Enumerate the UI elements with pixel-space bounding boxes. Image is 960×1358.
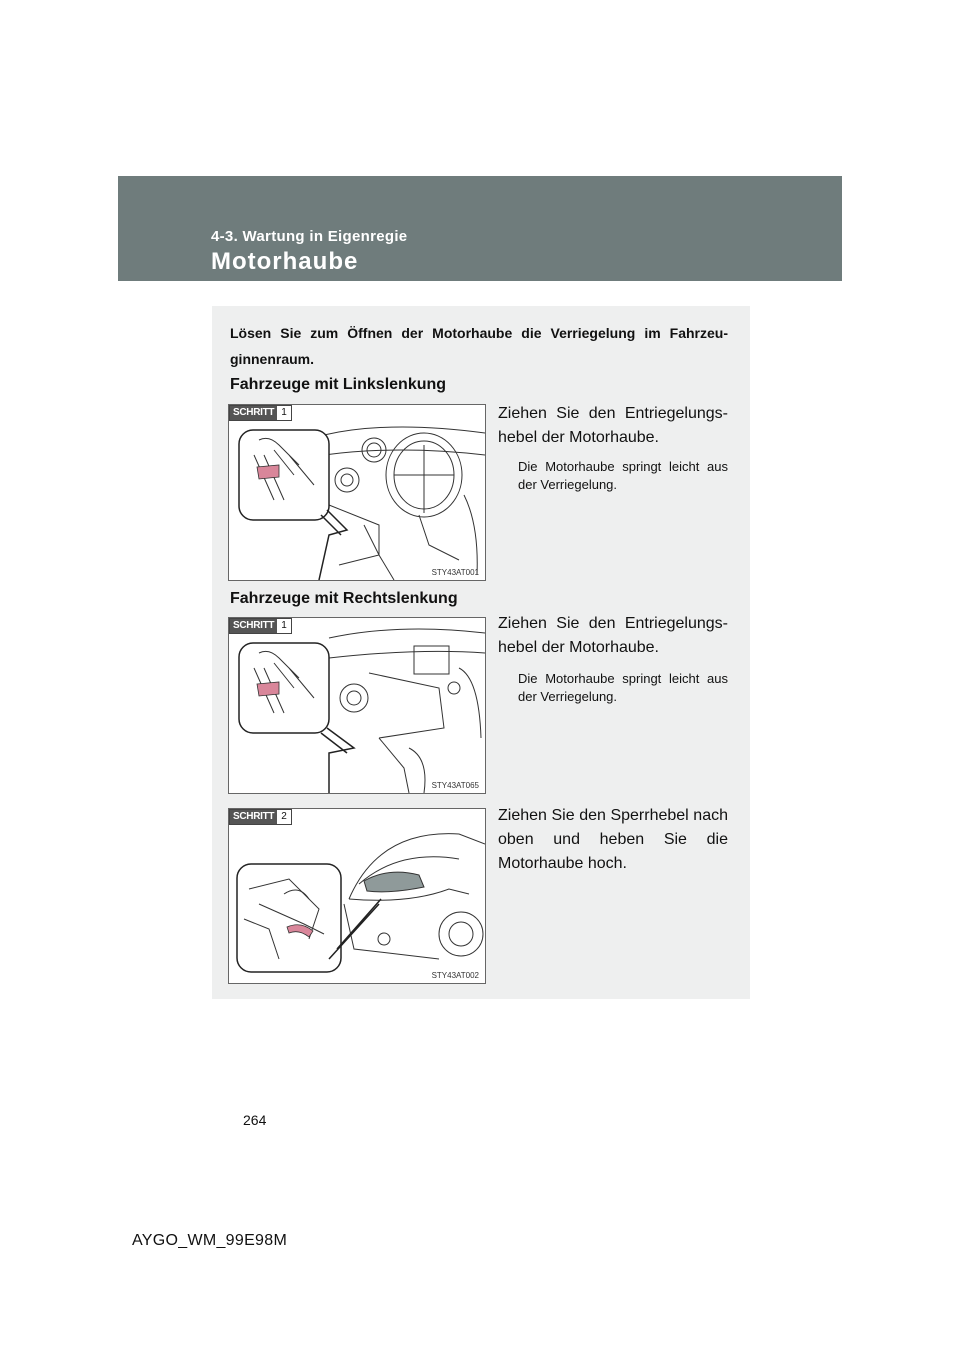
page-number: 264 bbox=[243, 1112, 267, 1128]
intro-text: Lösen Sie zum Öffnen der Motorhaube die Verriegelung im Fahrzeu-ginnenraum. bbox=[230, 325, 728, 367]
dashboard-illustration-lhd bbox=[229, 405, 485, 580]
heading-right-hand-drive: Fahrzeuge mit Rechtslenkung bbox=[230, 590, 458, 607]
note-rhd: Die Motorhaube springt leicht aus der Verriegelung. bbox=[518, 671, 728, 704]
note-lhd: Die Motorhaube springt leicht aus der Verriegelung. bbox=[518, 459, 728, 492]
step-badge: SCHRITT 1 bbox=[229, 618, 292, 634]
page-title: Motorhaube bbox=[211, 248, 359, 275]
image-code: STY43AT065 bbox=[431, 781, 479, 790]
car-hood-illustration bbox=[229, 809, 485, 983]
figure-rhd-release-lever bbox=[228, 617, 486, 794]
image-code: STY43AT002 bbox=[431, 971, 479, 980]
instruction-step2: Ziehen Sie den Sperrhebel nach oben und heben Sie die Motorhaube hoch. bbox=[498, 807, 728, 872]
pull-arrow-icon bbox=[257, 465, 279, 479]
figure-hood-latch bbox=[228, 808, 486, 984]
instruction-rhd: Ziehen Sie den Entriegelungs-hebel der Motorhaube. bbox=[498, 615, 728, 656]
pull-arrow-icon bbox=[257, 682, 279, 696]
heading-left-hand-drive: Fahrzeuge mit Linkslenkung bbox=[230, 376, 447, 393]
document-code: AYGO_WM_99E98M bbox=[132, 1232, 288, 1249]
dashboard-illustration-rhd bbox=[229, 618, 485, 793]
step-badge: SCHRITT 2 bbox=[229, 809, 292, 825]
hood-latch-area bbox=[364, 872, 424, 892]
section-label: 4-3. Wartung in Eigenregie bbox=[211, 228, 408, 245]
step-badge: SCHRITT 1 bbox=[229, 405, 292, 421]
image-code: STY43AT001 bbox=[431, 568, 479, 577]
instruction-lhd: Ziehen Sie den Entriegelungs-hebel der Motorhaube. bbox=[498, 405, 728, 446]
chapter-header bbox=[118, 176, 842, 281]
figure-lhd-release-lever bbox=[228, 404, 486, 581]
